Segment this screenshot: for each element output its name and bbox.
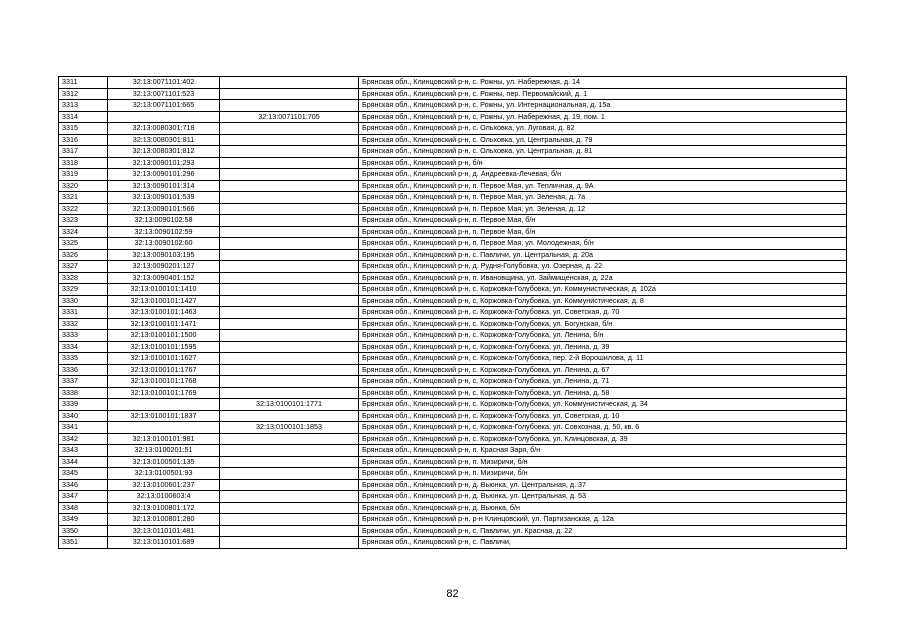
row-number-cell: 3326 bbox=[59, 249, 108, 261]
table-row bbox=[59, 399, 847, 411]
table-row bbox=[59, 353, 847, 365]
address-cell: Брянская обл., Клинцовский р-н, с. Коржовка-Голубовка, ул. Богунская, б/н bbox=[359, 318, 847, 330]
cadastral-number-cell: 32:13:0090102:59 bbox=[108, 226, 220, 238]
table-row bbox=[59, 180, 847, 192]
secondary-cadastral-number-cell: 32:13:0100101:1853 bbox=[220, 422, 359, 434]
address-cell: Брянская обл., Клинцовский р-н, с. Рожны, ул. Интернациональная, д. 15а bbox=[359, 100, 847, 112]
secondary-cadastral-number-cell bbox=[220, 88, 359, 100]
address-cell: Брянская обл., Клинцовский р-н, п. Первое Мая, ул. Зеленая, д. 12 bbox=[359, 203, 847, 215]
secondary-cadastral-number-cell: 32:13:0071101:705 bbox=[220, 111, 359, 123]
cadastral-number-cell: 32:13:0100801:280 bbox=[108, 514, 220, 526]
cadastral-number-cell: 32:13:0100603:4 bbox=[108, 491, 220, 503]
address-cell: Брянская обл., Клинцовский р-н, с. Коржовка-Голубовка, ул. Советская, д. 70 bbox=[359, 307, 847, 319]
address-cell: Брянская обл., Клинцовский р-н, р-н Клинцовский, ул. Партизанская, д. 12а bbox=[359, 514, 847, 526]
address-cell: Брянская обл., Клинцовский р-н, п. Красная Заря, б/н bbox=[359, 445, 847, 457]
cadastral-number-cell: 32:13:0100201:51 bbox=[108, 445, 220, 457]
cadastral-number-cell: 32:13:0110101:689 bbox=[108, 537, 220, 549]
table-row bbox=[59, 456, 847, 468]
address-cell: Брянская обл., Клинцовский р-н, п. Первое Мая, ул. Зеленая, д. 7а bbox=[359, 192, 847, 204]
table-row bbox=[59, 433, 847, 445]
row-number-cell: 3336 bbox=[59, 364, 108, 376]
table-row bbox=[59, 169, 847, 181]
address-cell: Брянская обл., Клинцовский р-н, с. Коржовка-Голубовка, ул. Советская, д. 10 bbox=[359, 410, 847, 422]
secondary-cadastral-number-cell bbox=[220, 307, 359, 319]
secondary-cadastral-number-cell bbox=[220, 146, 359, 158]
cadastral-number-cell: 32:13:0100501:135 bbox=[108, 456, 220, 468]
cadastral-number-cell: 32:13:0090101:296 bbox=[108, 169, 220, 181]
registry-table-body bbox=[59, 77, 847, 549]
secondary-cadastral-number-cell bbox=[220, 433, 359, 445]
address-cell: Брянская обл., Клинцовский р-н, п. Первое Мая, б/н bbox=[359, 226, 847, 238]
address-cell: Брянская обл., Клинцовский р-н, п. Мизиричи, б/н bbox=[359, 456, 847, 468]
secondary-cadastral-number-cell bbox=[220, 226, 359, 238]
table-row bbox=[59, 502, 847, 514]
secondary-cadastral-number-cell bbox=[220, 468, 359, 480]
row-number-cell: 3330 bbox=[59, 295, 108, 307]
row-number-cell: 3346 bbox=[59, 479, 108, 491]
row-number-cell: 3334 bbox=[59, 341, 108, 353]
secondary-cadastral-number-cell bbox=[220, 295, 359, 307]
cadastral-number-cell: 32:13:0100801:172 bbox=[108, 502, 220, 514]
table-row bbox=[59, 330, 847, 342]
table-row bbox=[59, 514, 847, 526]
secondary-cadastral-number-cell bbox=[220, 77, 359, 89]
cadastral-number-cell: 32:13:0090101:539 bbox=[108, 192, 220, 204]
address-cell: Брянская обл., Клинцовский р-н, б/н bbox=[359, 157, 847, 169]
table-row bbox=[59, 261, 847, 273]
address-cell: Брянская обл., Клинцовский р-н, с. Коржовка-Голубовка, пер. 2-й Ворошилова, д. 11 bbox=[359, 353, 847, 365]
row-number-cell: 3312 bbox=[59, 88, 108, 100]
secondary-cadastral-number-cell bbox=[220, 376, 359, 388]
cadastral-number-cell: 32:13:0100101:1769 bbox=[108, 387, 220, 399]
table-row bbox=[59, 376, 847, 388]
cadastral-number-cell: 32:13:0100101:1627 bbox=[108, 353, 220, 365]
secondary-cadastral-number-cell bbox=[220, 284, 359, 296]
address-cell: Брянская обл., Клинцовский р-н, с. Рожны, ул. Набережная, д. 19, пом. 1 bbox=[359, 111, 847, 123]
row-number-cell: 3347 bbox=[59, 491, 108, 503]
row-number-cell: 3325 bbox=[59, 238, 108, 250]
address-cell: Брянская обл., Клинцовский р-н, с. Коржовка-Голубовка, ул. Ленина, д. 58 bbox=[359, 387, 847, 399]
address-cell: Брянская обл., Клинцовский р-н, с. Ольховка, ул. Луговая, д. 82 bbox=[359, 123, 847, 135]
address-cell: Брянская обл., Клинцовский р-н, с. Коржовка-Голубовка, ул. Коммунистическая, д. 102а bbox=[359, 284, 847, 296]
table-row bbox=[59, 295, 847, 307]
row-number-cell: 3333 bbox=[59, 330, 108, 342]
secondary-cadastral-number-cell bbox=[220, 180, 359, 192]
cadastral-number-cell: 32:13:0090101:566 bbox=[108, 203, 220, 215]
address-cell: Брянская обл., Клинцовский р-н, д. Вьюнка, ул. Центральная, д. 53 bbox=[359, 491, 847, 503]
address-cell: Брянская обл., Клинцовский р-н, д. Вьюнка, б/н bbox=[359, 502, 847, 514]
row-number-cell: 3332 bbox=[59, 318, 108, 330]
address-cell: Брянская обл., Клинцовский р-н, с. Коржовка-Голубовка, ул. Ленина, д. 39 bbox=[359, 341, 847, 353]
row-number-cell: 3314 bbox=[59, 111, 108, 123]
row-number-cell: 3344 bbox=[59, 456, 108, 468]
address-cell: Брянская обл., Клинцовский р-н, д. Рудня-Голубовка, ул. Озерная, д. 22 bbox=[359, 261, 847, 273]
address-cell: Брянская обл., Клинцовский р-н, д. Андреевка-Лечевая, б/н bbox=[359, 169, 847, 181]
cadastral-number-cell: 32:13:0090102:58 bbox=[108, 215, 220, 227]
address-cell: Брянская обл., Клинцовский р-н, п. Первое Мая, ул. Тепличная, д. 9А bbox=[359, 180, 847, 192]
registry-table bbox=[58, 76, 847, 549]
cadastral-number-cell: 32:13:0100101:1837 bbox=[108, 410, 220, 422]
table-row bbox=[59, 364, 847, 376]
cadastral-number-cell: 32:13:0090103:195 bbox=[108, 249, 220, 261]
table-row bbox=[59, 100, 847, 112]
cadastral-number-cell: 32:13:0110101:481 bbox=[108, 525, 220, 537]
address-cell: Брянская обл., Клинцовский р-н, с. Рожны, пер. Первомайский, д. 1 bbox=[359, 88, 847, 100]
table-row bbox=[59, 468, 847, 480]
row-number-cell: 3335 bbox=[59, 353, 108, 365]
cadastral-number-cell: 32:13:0100101:1463 bbox=[108, 307, 220, 319]
address-cell: Брянская обл., Клинцовский р-н, с. Рожны, ул. Набережная, д. 14 bbox=[359, 77, 847, 89]
row-number-cell: 3323 bbox=[59, 215, 108, 227]
table-row bbox=[59, 203, 847, 215]
table-row bbox=[59, 157, 847, 169]
cadastral-number-cell: 32:13:0071101:402 bbox=[108, 77, 220, 89]
secondary-cadastral-number-cell bbox=[220, 249, 359, 261]
table-row bbox=[59, 146, 847, 158]
secondary-cadastral-number-cell bbox=[220, 318, 359, 330]
cadastral-number-cell: 32:13:0100501:93 bbox=[108, 468, 220, 480]
row-number-cell: 3322 bbox=[59, 203, 108, 215]
table-row bbox=[59, 215, 847, 227]
cadastral-number-cell: 32:13:0080301:812 bbox=[108, 146, 220, 158]
secondary-cadastral-number-cell bbox=[220, 341, 359, 353]
secondary-cadastral-number-cell bbox=[220, 261, 359, 273]
address-cell: Брянская обл., Клинцовский р-н, с. Коржовка-Голубовка, ул. Ленина, б/н bbox=[359, 330, 847, 342]
cadastral-number-cell: 32:13:0100101:1410 bbox=[108, 284, 220, 296]
secondary-cadastral-number-cell bbox=[220, 169, 359, 181]
address-cell: Брянская обл., Клинцовский р-н, с. Павличи, bbox=[359, 537, 847, 549]
table-row bbox=[59, 123, 847, 135]
secondary-cadastral-number-cell bbox=[220, 364, 359, 376]
secondary-cadastral-number-cell bbox=[220, 215, 359, 227]
row-number-cell: 3338 bbox=[59, 387, 108, 399]
address-cell: Брянская обл., Клинцовский р-н, с. Павличи, ул. Центральная, д. 20а bbox=[359, 249, 847, 261]
row-number-cell: 3342 bbox=[59, 433, 108, 445]
row-number-cell: 3319 bbox=[59, 169, 108, 181]
row-number-cell: 3349 bbox=[59, 514, 108, 526]
secondary-cadastral-number-cell bbox=[220, 514, 359, 526]
secondary-cadastral-number-cell bbox=[220, 410, 359, 422]
table-row bbox=[59, 341, 847, 353]
table-row bbox=[59, 226, 847, 238]
row-number-cell: 3351 bbox=[59, 537, 108, 549]
cadastral-number-cell: 32:13:0090101:293 bbox=[108, 157, 220, 169]
address-cell: Брянская обл., Клинцовский р-н, с. Коржовка-Голубовка, ул. Ленина, д. 71 bbox=[359, 376, 847, 388]
secondary-cadastral-number-cell bbox=[220, 479, 359, 491]
cadastral-number-cell: 32:13:0100101:1500 bbox=[108, 330, 220, 342]
row-number-cell: 3345 bbox=[59, 468, 108, 480]
cadastral-number-cell: 32:13:0090201:127 bbox=[108, 261, 220, 273]
address-cell: Брянская обл., Клинцовский р-н, п. Первое Мая, б/н bbox=[359, 215, 847, 227]
address-cell: Брянская обл., Клинцовский р-н, д. Вьюнка, ул. Центральная, д. 37 bbox=[359, 479, 847, 491]
address-cell: Брянская обл., Клинцовский р-н, п. Первое Мая, ул. Молодежная, б/н bbox=[359, 238, 847, 250]
secondary-cadastral-number-cell bbox=[220, 502, 359, 514]
secondary-cadastral-number-cell bbox=[220, 123, 359, 135]
row-number-cell: 3350 bbox=[59, 525, 108, 537]
table-row bbox=[59, 491, 847, 503]
address-cell: Брянская обл., Клинцовский р-н, с. Коржовка-Голубовка, ул. Совхозная, д. 50, кв. 6 bbox=[359, 422, 847, 434]
cadastral-number-cell: 32:13:0100601:237 bbox=[108, 479, 220, 491]
row-number-cell: 3327 bbox=[59, 261, 108, 273]
secondary-cadastral-number-cell bbox=[220, 157, 359, 169]
row-number-cell: 3339 bbox=[59, 399, 108, 411]
page-number: 82 bbox=[446, 588, 459, 600]
row-number-cell: 3348 bbox=[59, 502, 108, 514]
table-row bbox=[59, 192, 847, 204]
cadastral-number-cell: 32:13:0100101:1767 bbox=[108, 364, 220, 376]
cadastral-number-cell: 32:13:0071101:665 bbox=[108, 100, 220, 112]
table-row bbox=[59, 318, 847, 330]
row-number-cell: 3337 bbox=[59, 376, 108, 388]
table-row bbox=[59, 387, 847, 399]
row-number-cell: 3341 bbox=[59, 422, 108, 434]
table-row bbox=[59, 88, 847, 100]
row-number-cell: 3318 bbox=[59, 157, 108, 169]
row-number-cell: 3329 bbox=[59, 284, 108, 296]
address-cell: Брянская обл., Клинцовский р-н, с. Коржовка-Голубовка, ул. Коммунистическая, д. 34 bbox=[359, 399, 847, 411]
table-row bbox=[59, 422, 847, 434]
cadastral-number-cell: 32:13:0080301:718 bbox=[108, 123, 220, 135]
address-cell: Брянская обл., Клинцовский р-н, с. Коржовка-Голубовка, ул. Клинцовская, д. 39 bbox=[359, 433, 847, 445]
table-row bbox=[59, 272, 847, 284]
table-row bbox=[59, 537, 847, 549]
cadastral-number-cell: 32:13:0100101:1768 bbox=[108, 376, 220, 388]
row-number-cell: 3321 bbox=[59, 192, 108, 204]
cadastral-number-cell: 32:13:0100101:981 bbox=[108, 433, 220, 445]
cadastral-number-cell: 32:13:0100101:1595 bbox=[108, 341, 220, 353]
table-row bbox=[59, 525, 847, 537]
table-row bbox=[59, 249, 847, 261]
secondary-cadastral-number-cell bbox=[220, 537, 359, 549]
secondary-cadastral-number-cell: 32:13:0100101:1771 bbox=[220, 399, 359, 411]
cadastral-number-cell: 32:13:0090101:314 bbox=[108, 180, 220, 192]
row-number-cell: 3316 bbox=[59, 134, 108, 146]
row-number-cell: 3311 bbox=[59, 77, 108, 89]
address-cell: Брянская обл., Клинцовский р-н, с. Ольховка, ул. Центральная, д. 81 bbox=[359, 146, 847, 158]
address-cell: Брянская обл., Клинцовский р-н, с. Ольховка, ул. Центральная, д. 79 bbox=[359, 134, 847, 146]
address-cell: Брянская обл., Клинцовский р-н, с. Коржовка-Голубовка, ул. Коммунистическая, д. 8 bbox=[359, 295, 847, 307]
secondary-cadastral-number-cell bbox=[220, 272, 359, 284]
row-number-cell: 3317 bbox=[59, 146, 108, 158]
row-number-cell: 3328 bbox=[59, 272, 108, 284]
cadastral-number-cell: 32:13:0071101:523 bbox=[108, 88, 220, 100]
row-number-cell: 3331 bbox=[59, 307, 108, 319]
table-row bbox=[59, 134, 847, 146]
secondary-cadastral-number-cell bbox=[220, 134, 359, 146]
cadastral-number-cell: 32:13:0090401:152 bbox=[108, 272, 220, 284]
secondary-cadastral-number-cell bbox=[220, 445, 359, 457]
address-cell: Брянская обл., Клинцовский р-н, п. Мизиричи, б/н bbox=[359, 468, 847, 480]
table-row bbox=[59, 445, 847, 457]
secondary-cadastral-number-cell bbox=[220, 330, 359, 342]
row-number-cell: 3320 bbox=[59, 180, 108, 192]
secondary-cadastral-number-cell bbox=[220, 525, 359, 537]
row-number-cell: 3343 bbox=[59, 445, 108, 457]
cadastral-number-cell: 32:13:0080301:811 bbox=[108, 134, 220, 146]
row-number-cell: 3313 bbox=[59, 100, 108, 112]
cadastral-number-cell: 32:13:0100101:1471 bbox=[108, 318, 220, 330]
secondary-cadastral-number-cell bbox=[220, 238, 359, 250]
row-number-cell: 3340 bbox=[59, 410, 108, 422]
table-row bbox=[59, 238, 847, 250]
secondary-cadastral-number-cell bbox=[220, 456, 359, 468]
secondary-cadastral-number-cell bbox=[220, 491, 359, 503]
address-cell: Брянская обл., Клинцовский р-н, с. Коржовка-Голубовка, ул. Ленина, д. 67 bbox=[359, 364, 847, 376]
row-number-cell: 3324 bbox=[59, 226, 108, 238]
row-number-cell: 3315 bbox=[59, 123, 108, 135]
secondary-cadastral-number-cell bbox=[220, 203, 359, 215]
cadastral-number-cell: 32:13:0090102:60 bbox=[108, 238, 220, 250]
table-row bbox=[59, 284, 847, 296]
address-cell: Брянская обл., Клинцовский р-н, с. Павличи, ул. Красная, д. 22 bbox=[359, 525, 847, 537]
table-row bbox=[59, 410, 847, 422]
table-row bbox=[59, 479, 847, 491]
secondary-cadastral-number-cell bbox=[220, 100, 359, 112]
table-row bbox=[59, 77, 847, 89]
table-row bbox=[59, 307, 847, 319]
secondary-cadastral-number-cell bbox=[220, 387, 359, 399]
cadastral-number-cell bbox=[108, 111, 220, 123]
cadastral-number-cell bbox=[108, 399, 220, 411]
cadastral-number-cell: 32:13:0100101:1427 bbox=[108, 295, 220, 307]
address-cell: Брянская обл., Клинцовский р-н, п. Ивановщина, ул. Займищенская, д. 22а bbox=[359, 272, 847, 284]
table-row bbox=[59, 111, 847, 123]
secondary-cadastral-number-cell bbox=[220, 353, 359, 365]
secondary-cadastral-number-cell bbox=[220, 192, 359, 204]
cadastral-number-cell bbox=[108, 422, 220, 434]
